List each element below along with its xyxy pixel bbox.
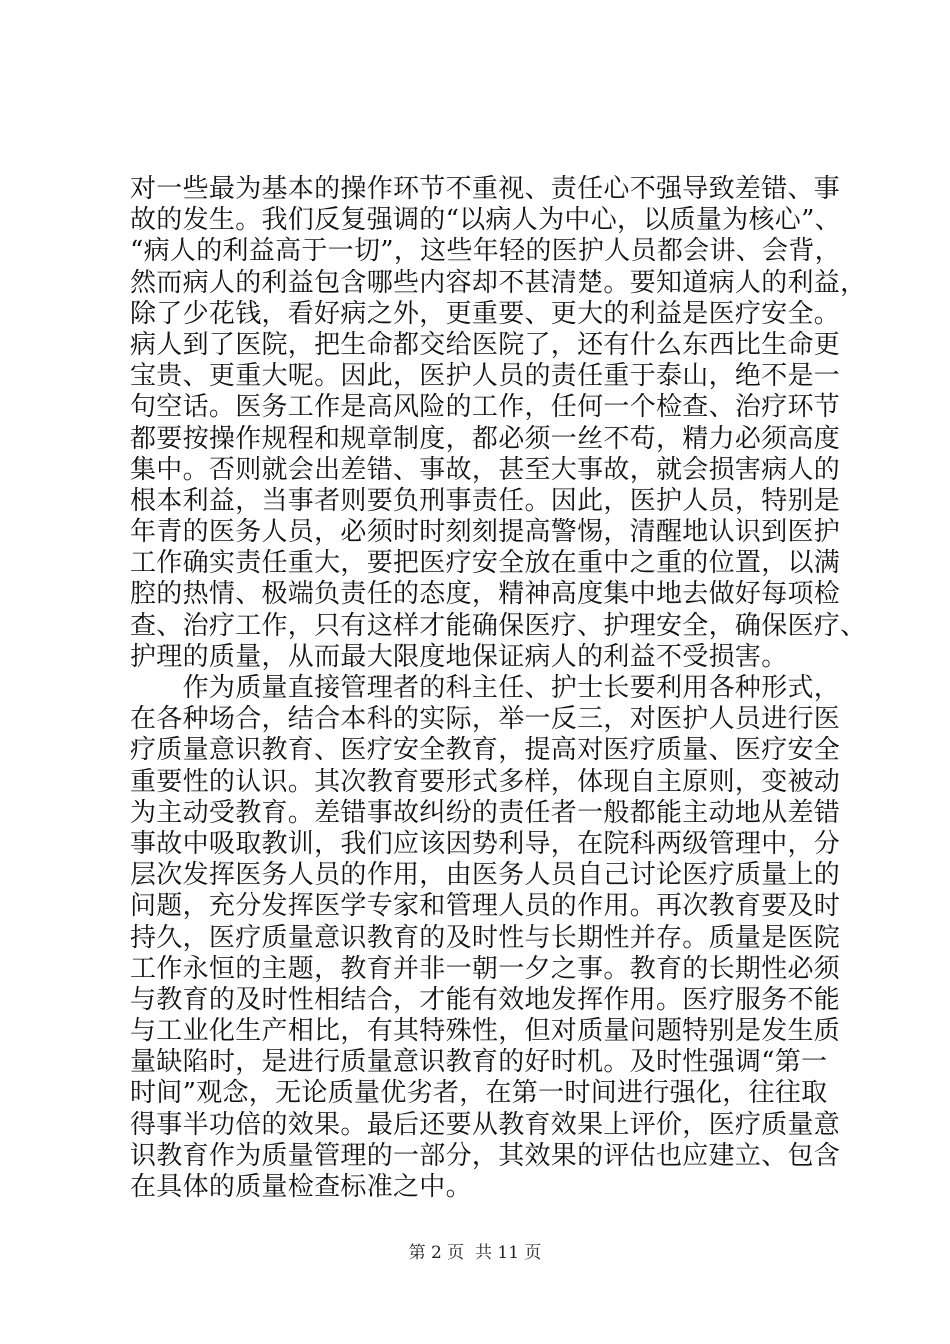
text-line: 在具体的质量检查标准之中。 [130, 1172, 472, 1202]
text-line: 腔的热情、极端负责任的态度，精神高度集中地去做好每项检 [130, 579, 841, 610]
text-line: 年青的医务人员，必须时时刻刻提高警惕，清醒地认识到医护 [130, 517, 841, 548]
text-line: 工作确实责任重大，要把医疗安全放在重中之重的位置，以满 [130, 548, 841, 579]
text-line: 与工业化生产相比，有其特殊性，但对质量问题特别是发生质 [130, 1016, 841, 1047]
text-line: 在各种场合，结合本科的实际，举一反三，对医护人员进行医 [130, 704, 841, 735]
page-number-label: 第 2 页 共 11 页 [408, 1243, 542, 1263]
text-line: 与教育的及时性相结合，才能有效地发挥作用。医疗服务不能 [130, 984, 841, 1015]
text-line: 查、治疗工作，只有这样才能确保医疗、护理安全，确保医疗、 [130, 610, 867, 641]
text-line: 为主动受教育。差错事故纠纷的责任者一般都能主动地从差错 [130, 797, 841, 828]
text-line: 作为质量直接管理者的科主任、护士长要利用各种形式， [130, 673, 841, 703]
page-footer [0, 1242, 950, 1264]
text-line: 宝贵、更重大呢。因此，医护人员的责任重于泰山，绝不是一 [130, 361, 841, 392]
text-line: 都要按操作规程和规章制度，都必须一丝不苟，精力必须高度 [130, 423, 841, 454]
text-line: 得事半功倍的效果。最后还要从教育效果上评价，医疗质量意 [130, 1109, 841, 1140]
text-line: 层次发挥医务人员的作用，由医务人员自己讨论医疗质量上的 [130, 860, 841, 891]
text-line: 重要性的认识。其次教育要形式多样，体现自主原则，变被动 [130, 766, 841, 797]
text-line: 对一些最为基本的操作环节不重视、责任心不强导致差错、事 [130, 174, 841, 204]
text-line: 事故中吸取教训，我们应该因势利导，在院科两级管理中，分 [130, 828, 841, 859]
text-line: 量缺陷时，是进行质量意识教育的好时机。及时性强调“第一 [130, 1047, 828, 1078]
text-line: 持久，医疗质量意识教育的及时性与长期性并存。质量是医院 [130, 922, 841, 953]
text-line: 故的发生。我们反复强调的“以病人为中心，以质量为核心”、 [130, 205, 841, 236]
text-line: 识教育作为质量管理的一部分，其效果的评估也应建立、包含 [130, 1140, 841, 1171]
document-body [130, 174, 867, 1203]
text-line: 根本利益，当事者则要负刑事责任。因此，医护人员，特别是 [130, 485, 841, 516]
text-line: 疗质量意识教育、医疗安全教育，提高对医疗质量、医疗安全 [130, 735, 841, 766]
text-line: 工作永恒的主题，教育并非一朝一夕之事。教育的长期性必须 [130, 953, 841, 984]
text-line: 问题，充分发挥医学专家和管理人员的作用。再次教育要及时 [130, 891, 841, 922]
text-line: 然而病人的利益包含哪些内容却不甚清楚。要知道病人的利益， [130, 267, 867, 298]
text-line: “病人的利益高于一切”，这些年轻的医护人员都会讲、会背， [130, 236, 841, 267]
text-line: 病人到了医院，把生命都交给医院了，还有什么东西比生命更 [130, 329, 841, 360]
text-line: 句空话。医务工作是高风险的工作，任何一个检查、治疗环节 [130, 392, 841, 423]
text-line: 时间”观念，无论质量优劣者，在第一时间进行强化，往往取 [130, 1078, 828, 1109]
text-line: 集中。否则就会出差错、事故，甚至大事故，就会损害病人的 [130, 454, 841, 485]
text-line: 除了少花钱，看好病之外，更重要、更大的利益是医疗安全。 [130, 298, 841, 329]
text-line: 护理的质量，从而最大限度地保证病人的利益不受损害。 [130, 641, 788, 672]
